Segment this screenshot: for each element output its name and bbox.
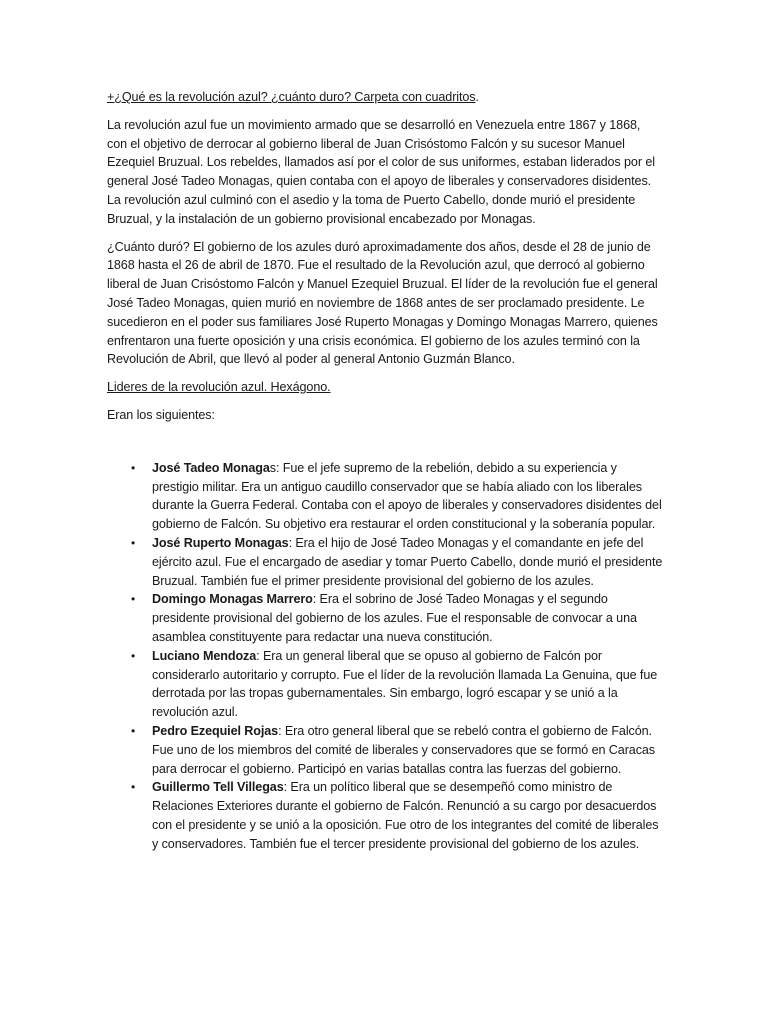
document-page bbox=[107, 88, 663, 853]
list-item bbox=[131, 647, 663, 722]
leader-description: : Era el sobrino de José Tadeo Monagas y el segundo presidente provisional del gobierno de los azules. Fue el responsable de convocar a una asamblea constituyente para redactar una nueva constitución. bbox=[152, 592, 637, 644]
leaders-subheading-text: Lideres de la revolución azul. Hexágono. bbox=[107, 380, 331, 395]
bullet-icon: • bbox=[131, 723, 136, 738]
leader-description: : Era otro general liberal que se rebeló contra el gobierno de Falcón. Fue uno de los miembros del comité de liberales y conservadores que se formó en Caracas para derrocar el gobierno. Participó en varias batallas contra las fuerzas del gobierno. bbox=[152, 723, 656, 776]
leader-name: José Ruperto Monagas bbox=[152, 535, 289, 550]
leaders-subheading bbox=[107, 378, 663, 397]
list-item bbox=[131, 534, 663, 590]
list-item bbox=[131, 722, 663, 778]
leader-name: José Tadeo Monaga bbox=[152, 460, 270, 475]
bullet-icon: • bbox=[131, 460, 136, 475]
leaders-intro: Eran los siguientes: bbox=[107, 407, 215, 422]
leaders-list bbox=[107, 459, 663, 854]
leader-name: Domingo Monagas Marrero bbox=[152, 592, 313, 607]
leader-description: : Era un político liberal que se desempeñó como ministro de Relaciones Exteriores durante el gobierno de Falcón. Renunció a su cargo por desacuerdos con el presidente y se unió a la oposición. Fue otro de los integrantes del comité de liberales y conservadores. También fue el tercer presidente provisional del gobierno de los azules. bbox=[152, 780, 659, 851]
leader-name: Pedro Ezequiel Rojas bbox=[152, 723, 279, 738]
bullet-icon: • bbox=[131, 648, 136, 663]
leader-description: : Fue el jefe supremo de la rebelión, debido a su experiencia y prestigio militar. Era un antiguo caudillo conservador que se había aliado con los liberales durante la Guerra Federal. Contaba con el apoyo de liberales y conservadores disidentes del gobierno de Falcón. Su objetivo era restaurar el orden constitucional y la soberanía popular. bbox=[152, 460, 662, 532]
list-item bbox=[131, 590, 663, 646]
leader-description: : Era un general liberal que se opuso al gobierno de Falcón por considerarlo autoritario y corrupto. Fue el líder de la revolución llamada La Genuina, que fue derrotada por las tropas gubernamentales. Sin embargo, logró escapar y se unió a la revolución azul. bbox=[152, 648, 658, 720]
list-item bbox=[131, 459, 663, 534]
document-title bbox=[107, 88, 663, 107]
bullet-icon: • bbox=[131, 780, 136, 795]
list-item bbox=[131, 778, 663, 853]
document-title-trail: . bbox=[475, 90, 479, 104]
leader-name: Luciano Mendoza bbox=[152, 648, 257, 663]
bullet-icon: • bbox=[131, 592, 136, 607]
bullet-icon: • bbox=[131, 535, 136, 550]
document-title-text: +¿Qué es la revolución azul? ¿cuánto duro? Carpeta con cuadritos bbox=[107, 90, 476, 104]
paragraph-intro: La revolución azul fue un movimiento armado que se desarrolló en Venezuela entre 1867 y 1868, con el objetivo de derrocar al gobierno liberal de Juan Crisóstomo Falcón y su sucesor Manuel Ezequiel Bruzual. Los rebeldes, llamados así por el color de sus uniformes, estaban liderados por el general José Tadeo Monagas, quien contaba con el apoyo de liberales y conservadores disidentes. La revolución azul culminó con el asedio y la toma de Puerto Cabello, donde murió el presidente Bruzual, y la instalación de un gobierno provisional encabezado por Monagas. bbox=[107, 117, 655, 226]
leader-name-tail: s bbox=[269, 460, 276, 475]
leader-name: Guillermo Tell Villegas bbox=[152, 780, 284, 795]
leader-description: : Era el hijo de José Tadeo Monagas y el comandante en jefe del ejército azul. Fue el encargado de asediar y tomar Puerto Cabello, donde murió el presidente Bruzual. También fue el primer presidente provisional del gobierno de los azules. bbox=[152, 535, 663, 588]
paragraph-duration: ¿Cuánto duró? El gobierno de los azules duró aproximadamente dos años, desde el 28 de junio de 1868 hasta el 26 de abril de 1870. Fue el resultado de la Revolución azul, que derrocó al gobierno liberal de Juan Crisóstomo Falcón y Manuel Ezequiel Bruzual. El líder de la revolución fue el general José Tadeo Monagas, quien murió en noviembre de 1868 antes de ser proclamado presidente. Le sucedieron en el poder sus familiares José Ruperto Monagas y Domingo Monagas Marrero, quienes enfrentaron una fuerte oposición y una crisis económica. El gobierno de los azules terminó con la Revolución de Abril, que llevó al poder al general Antonio Guzmán Blanco. bbox=[107, 239, 658, 367]
blank-space bbox=[107, 425, 663, 459]
